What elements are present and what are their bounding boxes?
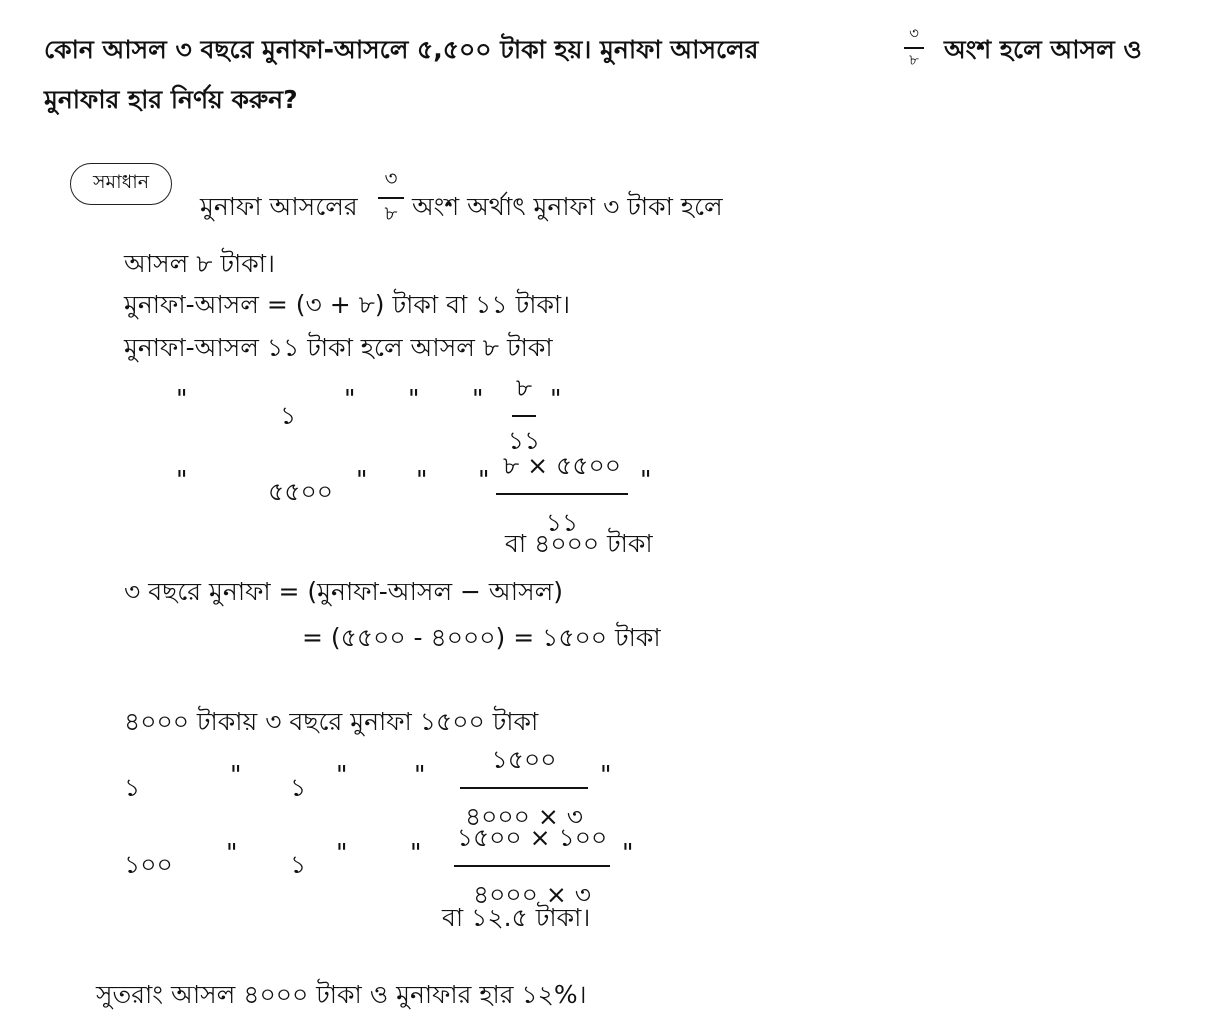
question-fraction <box>904 22 924 74</box>
ditto-mark: " <box>416 465 428 494</box>
ditto-mark: " <box>414 760 426 789</box>
fraction-denominator: ৮ <box>909 51 919 69</box>
row1-amount: ১ <box>280 401 297 430</box>
rate-result: বা ১২.৫ টাকা। <box>442 903 591 932</box>
fraction-denominator: ৪০০০ × ৩ <box>472 880 592 909</box>
fraction-numerator: ১৫০০ × ১০০ <box>456 823 608 852</box>
fraction-denominator: ১১ <box>545 508 579 537</box>
fraction-bar <box>512 415 536 417</box>
line-principal: আসল ৮ টাকা। <box>124 249 275 278</box>
fraction-denominator: ৮ <box>384 201 398 225</box>
ditto-mark: " <box>226 838 238 867</box>
solution-badge: সমাধান <box>70 163 172 205</box>
ditto-mark: " <box>176 465 188 494</box>
rate-row3-principal: ১০০ <box>124 850 173 879</box>
line-amount-sum: মুনাফা-আসল = (৩ + ৮) টাকা বা ১১ টাকা। <box>124 290 571 319</box>
ditto-mark: " <box>176 384 188 413</box>
profit-line-1: ৩ বছরে মুনাফা = (মুনাফা-আসল − আসল) <box>124 577 563 606</box>
line-amount-ratio: মুনাফা-আসল ১১ টাকা হলে আসল ৮ টাকা <box>124 333 553 362</box>
ditto-mark: " <box>622 838 634 867</box>
question-text-part2: অংশ হলে আসল ও <box>944 35 1142 64</box>
ditto-mark: " <box>336 760 348 789</box>
question-line-1b <box>944 30 1142 73</box>
ditto-mark: " <box>356 465 368 494</box>
question-text-part1: কোন আসল ৩ বছরে মুনাফা-আসলে ৫,৫০০ টাকা হয়। মুনাফা আসলের <box>44 35 759 64</box>
fraction-bar <box>454 865 610 867</box>
intro-text-b: অংশ অর্থাৎ মুনাফা ৩ টাকা হলে <box>412 192 723 221</box>
intro-fraction <box>378 164 404 232</box>
question-line-1 <box>44 30 758 73</box>
rate-line-1: ৪০০০ টাকায় ৩ বছরে মুনাফা ১৫০০ টাকা <box>124 707 539 736</box>
ditto-mark: " <box>408 384 420 413</box>
ditto-mark: " <box>336 838 348 867</box>
fraction-denominator: ৪০০০ × ৩ <box>464 802 584 831</box>
ditto-mark: " <box>550 384 562 413</box>
ditto-mark: " <box>410 838 422 867</box>
ditto-mark: " <box>478 465 490 494</box>
fraction-numerator: ৮ × ৫৫০০ <box>502 451 622 480</box>
fraction-denominator: ১১ <box>507 426 541 455</box>
ditto-mark: " <box>472 384 484 413</box>
fraction-bar <box>460 787 588 789</box>
row2-result: বা ৪০০০ টাকা <box>505 529 653 558</box>
ditto-mark: " <box>600 760 612 789</box>
intro-text-a: মুনাফা আসলের <box>200 192 358 221</box>
fraction-numerator: ৩ <box>909 24 919 42</box>
fraction-numerator: ১৫০০ <box>491 745 557 774</box>
ditto-mark: " <box>640 465 652 494</box>
ditto-mark: " <box>344 384 356 413</box>
row2-amount: ৫৫০০ <box>268 477 333 506</box>
question-line-2: মুনাফার হার নির্ণয় করুন? <box>44 85 298 114</box>
fraction-numerator: ৮ <box>515 373 533 402</box>
rate-row2-principal: ১ <box>124 773 141 802</box>
fraction-numerator: ৩ <box>384 166 398 190</box>
ditto-mark: " <box>230 760 242 789</box>
fraction-bar <box>496 493 628 495</box>
final-answer: সুতরাং আসল ৪০০০ টাকা ও মুনাফার হার ১২%। <box>96 980 587 1009</box>
rate-row3-years: ১ <box>290 850 307 879</box>
profit-line-2: = (৫৫০০ - ৪০০০) = ১৫০০ টাকা <box>302 623 661 652</box>
rate-row2-years: ১ <box>290 773 307 802</box>
